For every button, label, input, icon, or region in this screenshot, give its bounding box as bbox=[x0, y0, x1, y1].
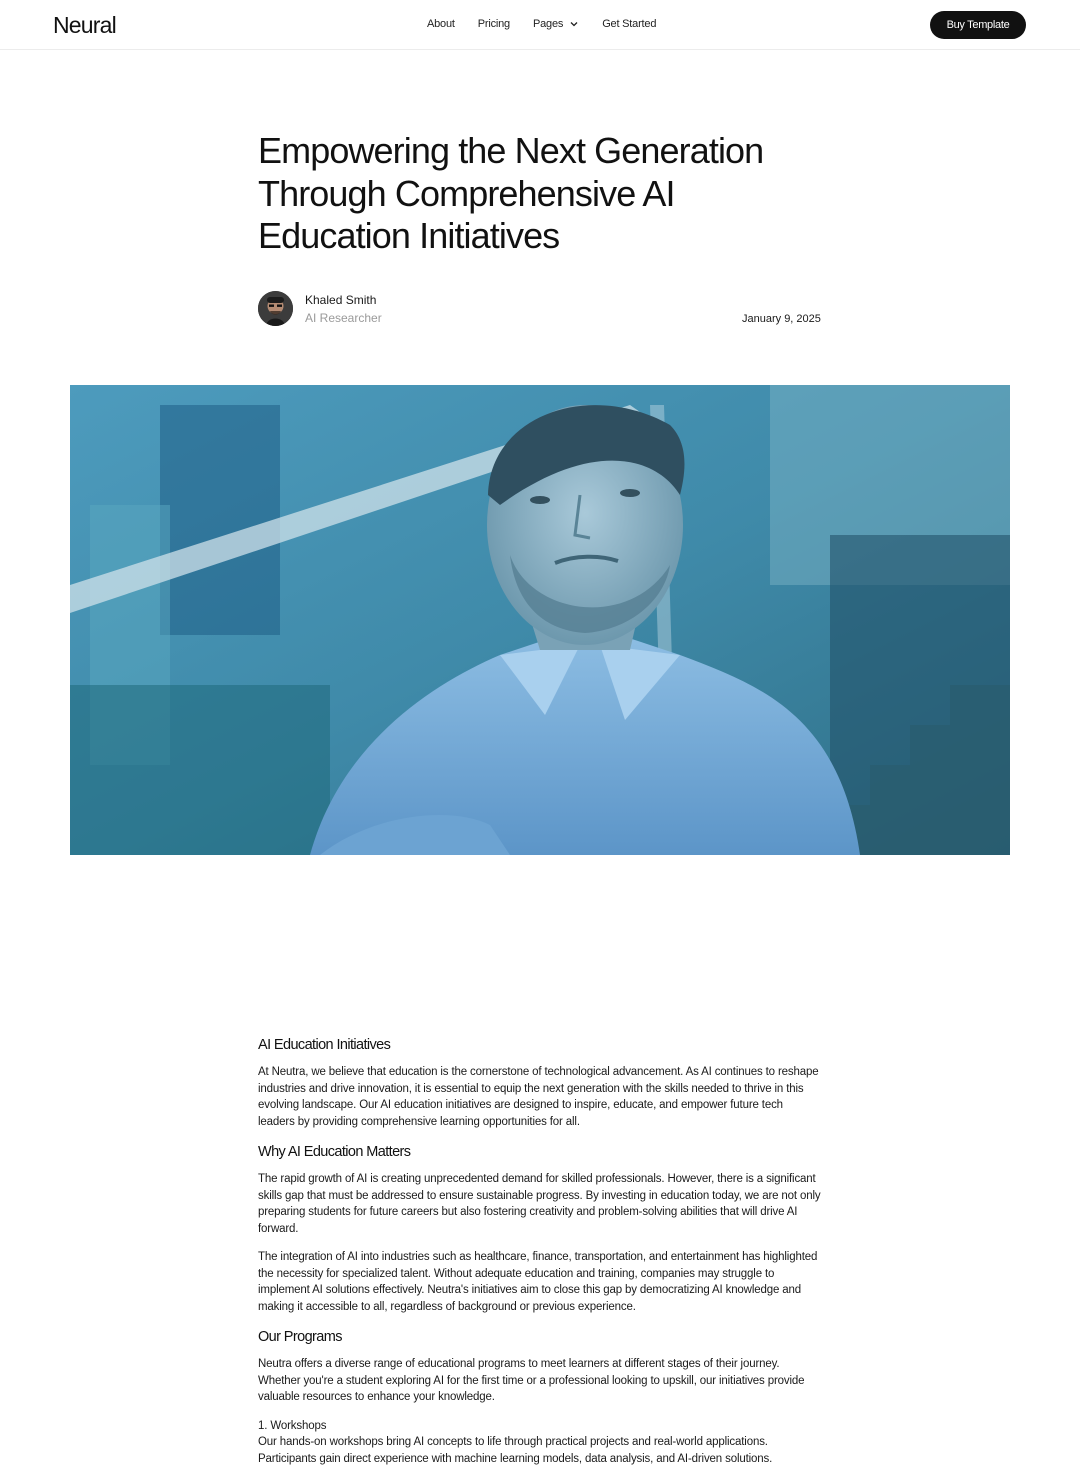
site-logo[interactable]: Neural bbox=[53, 12, 116, 38]
chevron-down-icon bbox=[569, 19, 579, 29]
program-item-title: 1. Workshops bbox=[258, 1419, 327, 1432]
section-heading-why-ai-education: Why AI Education Matters bbox=[258, 1144, 411, 1160]
section-heading-ai-education: AI Education Initiatives bbox=[258, 1037, 391, 1053]
paragraph: The integration of AI into industries such as healthcare, finance, transportation, and entertainment has highlighted the necessity for specialized talent. Without adequate education and training, companies may struggle to implement AI solutions effectively. Neutra's initiatives aim to close this gap by democratizing AI knowledge and making it accessible to all, regardless of background or previous experience. bbox=[258, 1251, 818, 1313]
program-item-text: Our hands-on workshops bring AI concepts to life through practical projects and real-world applications. Participants gain direct experience with machine learning models, data analysis, and AI-driven solutions. bbox=[258, 1436, 773, 1465]
paragraph: The rapid growth of AI is creating unprecedented demand for skilled professionals. However, there is a significant skills gap that must be addressed to ensure sustainable progress. By investing in education today, we are not only preparing students for future careers but also fostering creativity and problem-solving abilities that will drive AI forward. bbox=[258, 1173, 821, 1235]
paragraph: At Neutra, we believe that education is the cornerstone of technological advancement. As AI continues to reshape industries and drive innovation, it is essential to equip the next generation with the skills needed to thrive in this evolving landscape. Our AI education initiatives are designed to inspire, educate, and empower future tech leaders by providing comprehensive learning opportunities for all. bbox=[258, 1066, 819, 1128]
nav-links bbox=[427, 18, 656, 30]
nav-link-pricing[interactable]: Pricing bbox=[477, 18, 510, 30]
nav-dropdown-pages-label: Pages bbox=[532, 18, 564, 30]
author-name: Khaled Smith bbox=[305, 293, 377, 307]
post-date: January 9, 2025 bbox=[742, 313, 821, 325]
author-avatar bbox=[258, 291, 293, 326]
navbar bbox=[0, 0, 1080, 50]
article-title: Empowering the Next Generation Through Comprehensive AI Education Initiatives bbox=[258, 130, 764, 256]
article-body bbox=[258, 1035, 822, 1474]
nav-link-about[interactable]: About bbox=[427, 18, 455, 30]
nav-link-get-started[interactable]: Get Started bbox=[602, 18, 657, 30]
nav-dropdown-pages[interactable] bbox=[533, 18, 579, 30]
paragraph: Neutra offers a diverse range of educational programs to meet learners at different stages of their journey. Whether you're a student exploring AI for the first time or a professional looking to upskill, our initiatives provide valuable resources to enhance your knowledge. bbox=[258, 1358, 805, 1403]
buy-template-button[interactable]: Buy Template bbox=[930, 11, 1026, 39]
section-heading-our-programs: Our Programs bbox=[258, 1329, 342, 1345]
hero-image bbox=[70, 385, 1010, 855]
author-role: AI Researcher bbox=[305, 311, 382, 325]
